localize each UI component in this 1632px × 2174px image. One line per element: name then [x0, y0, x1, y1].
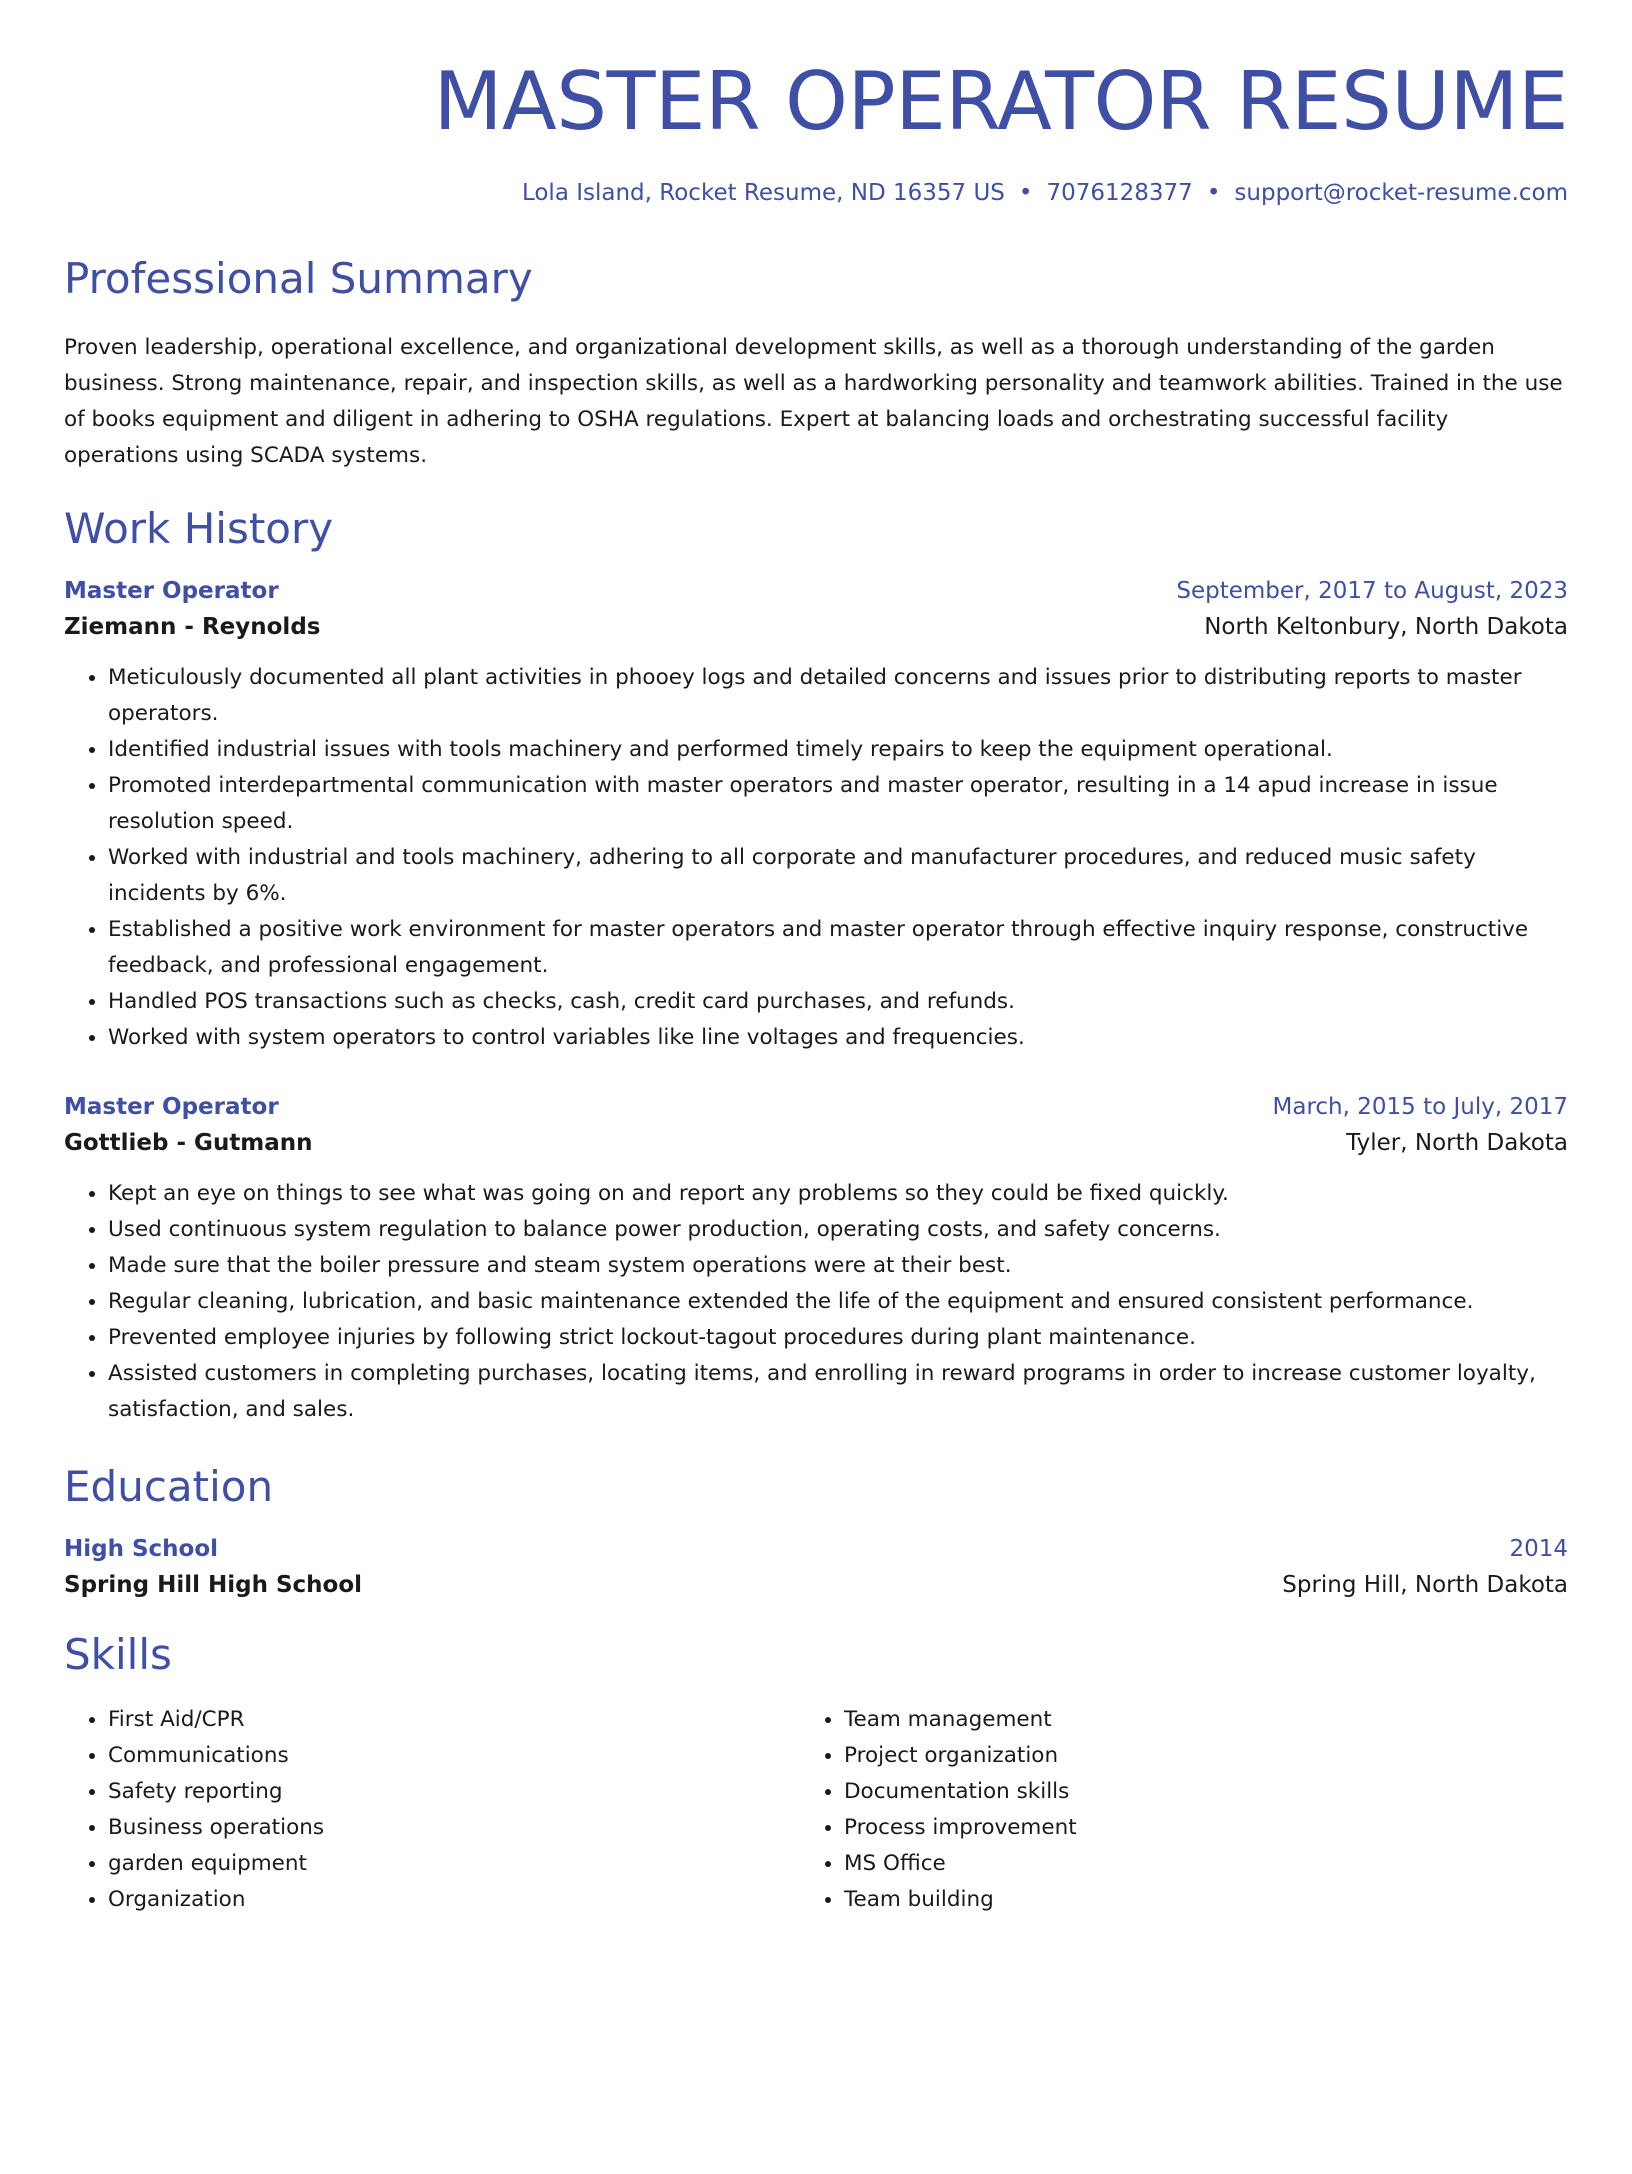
skill-item: • MS Office — [844, 1846, 1536, 1882]
resume-page — [0, 55, 1632, 2174]
job-bullet: • Used continuous system regulation to balance power production, operating costs, and safety concerns. — [108, 1212, 1568, 1248]
contact-email: support@rocket-resume.com — [1234, 180, 1568, 206]
job-bullet: • Promoted interdepartmental communication with master operators and master operator, resulting in a 14 apud increase in issue resolution speed. — [108, 768, 1568, 840]
job-employer: Ziemann - Reynolds — [64, 614, 321, 640]
job-bullet: • Assisted customers in completing purchases, locating items, and enrolling in reward programs in order to increase customer loyalty, satisfaction, and sales. — [108, 1356, 1568, 1428]
education-degree: High School — [64, 1536, 219, 1562]
skill-item: • Safety reporting — [108, 1774, 800, 1810]
resume-name: MASTER OPERATOR RESUME — [433, 55, 1568, 148]
contact-address: Lola Island, Rocket Resume, ND 16357 US — [521, 180, 1005, 206]
job-bullet: • Worked with industrial and tools machinery, adhering to all corporate and manufacturer procedures, and reduced music safety incidents by 6%. — [108, 840, 1568, 912]
skill-item: • Process improvement — [844, 1810, 1536, 1846]
job-bullet: • Established a positive work environment for master operators and master operator through effective inquiry response, constructive feedback, and professional engagement. — [108, 912, 1568, 984]
job-bullet: • Worked with system operators to control variables like line voltages and frequencies. — [108, 1020, 1568, 1056]
summary-heading: Professional Summary — [64, 254, 533, 303]
education-year: 2014 — [1509, 1536, 1568, 1562]
job-title: Master Operator — [64, 1094, 279, 1120]
skills-heading: Skills — [64, 1630, 172, 1679]
work-history-heading: Work History — [64, 504, 334, 553]
skill-item: • Project organization — [844, 1738, 1536, 1774]
contact-separator: • — [1018, 180, 1033, 206]
skills-list — [64, 1702, 1568, 1918]
education-school: Spring Hill High School — [64, 1572, 363, 1598]
job-employer: Gottlieb - Gutmann — [64, 1130, 313, 1156]
education-location: Spring Hill, North Dakota — [1282, 1572, 1568, 1598]
job-bullet: • Prevented employee injuries by following strict lockout-tagout procedures during plant maintenance. — [108, 1320, 1568, 1356]
job-bullet: • Made sure that the boiler pressure and steam system operations were at their best. — [108, 1248, 1568, 1284]
skills-column-left — [64, 1702, 800, 1918]
skill-item: • Business operations — [108, 1810, 800, 1846]
job-bullet: • Identified industrial issues with tools machinery and performed timely repairs to keep the equipment operational. — [108, 732, 1568, 768]
skill-item: • Documentation skills — [844, 1774, 1536, 1810]
summary-text: Proven leadership, operational excellence, and organizational development skills, as well as a thorough understanding of the garden business. Strong maintenance, repair, and inspection skills, as well as a hardworking personality and teamwork abilities. Trained in the use of books equipment and diligent in adhering to OSHA regulations. Expert at balancing loads and orchestrating successful facility operations using SCADA systems. — [64, 335, 1563, 468]
skill-item: • Team management — [844, 1702, 1536, 1738]
skill-item: • Communications — [108, 1738, 800, 1774]
job-bullet: • Kept an eye on things to see what was going on and report any problems so they could be fixed quickly. — [108, 1176, 1568, 1212]
skill-item: • garden equipment — [108, 1846, 800, 1882]
contact-line — [64, 180, 1568, 206]
job-title: Master Operator — [64, 578, 279, 604]
skill-item: • First Aid/CPR — [108, 1702, 800, 1738]
education-heading: Education — [64, 1462, 274, 1511]
job-location: Tyler, North Dakota — [1346, 1130, 1568, 1156]
job-bullets — [64, 1176, 1568, 1428]
skill-item: • Team building — [844, 1882, 1536, 1918]
contact-separator: • — [1206, 180, 1221, 206]
contact-phone: 7076128377 — [1046, 180, 1193, 206]
job-entry — [64, 578, 1568, 1056]
job-bullet: • Regular cleaning, lubrication, and basic maintenance extended the life of the equipment and ensured consistent performance. — [108, 1284, 1568, 1320]
job-location: North Keltonbury, North Dakota — [1204, 614, 1568, 640]
job-dates: September, 2017 to August, 2023 — [1176, 578, 1568, 604]
job-dates: March, 2015 to July, 2017 — [1272, 1094, 1568, 1120]
job-entry — [64, 1094, 1568, 1428]
job-bullets — [64, 660, 1568, 1056]
job-bullet: • Meticulously documented all plant activities in phooey logs and detailed concerns and issues prior to distributing reports to master operators. — [108, 660, 1568, 732]
job-bullet: • Handled POS transactions such as checks, cash, credit card purchases, and refunds. — [108, 984, 1568, 1020]
skills-column-right — [800, 1702, 1536, 1918]
education-entry — [64, 1536, 1568, 1598]
skill-item: • Organization — [108, 1882, 800, 1918]
